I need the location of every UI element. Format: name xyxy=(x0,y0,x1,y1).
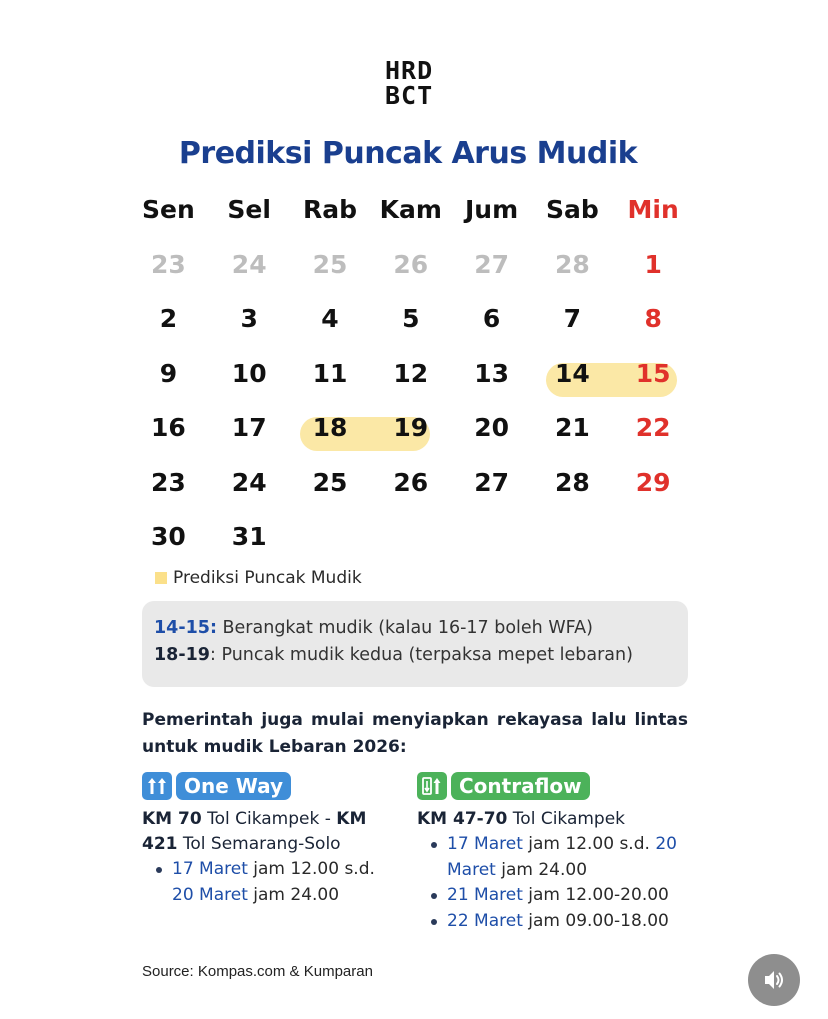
list-item xyxy=(429,832,707,883)
one-way-section xyxy=(142,772,392,908)
calendar-day: 28 xyxy=(554,467,590,497)
schedule-time: jam 12.00 s.d. xyxy=(522,834,656,854)
schedule-date: 22 Maret xyxy=(447,910,523,931)
calendar-day-sunday: 1 xyxy=(644,249,662,279)
legend xyxy=(155,568,362,588)
contraflow-road: Tol Cikampek xyxy=(507,809,626,829)
day-header-sen: Sen xyxy=(142,195,195,224)
note-line-2 xyxy=(154,642,676,669)
calendar-day: 5 xyxy=(402,304,420,333)
list-item xyxy=(429,883,707,909)
note-range-1: 14-15: xyxy=(154,618,217,638)
calendar-week-6 xyxy=(128,517,694,572)
one-way-badge xyxy=(142,772,392,800)
contraflow-icon xyxy=(417,772,447,800)
note-line-1 xyxy=(154,615,676,642)
schedule-time-end: jam 24.00 xyxy=(247,884,340,905)
calendar-week-2 xyxy=(128,299,694,354)
calendar-day: 11 xyxy=(312,358,348,388)
calendar-day: 6 xyxy=(482,304,501,333)
calendar-day: 9 xyxy=(159,358,178,388)
calendar-day-sunday: 29 xyxy=(635,467,671,497)
calendar-day: 10 xyxy=(231,358,267,388)
schedule-date-end: 20 Maret xyxy=(447,834,677,880)
source-credit: Source: Kompas.com & Kumparan xyxy=(142,963,373,980)
speaker-icon xyxy=(761,967,787,993)
contraflow-location xyxy=(417,807,707,832)
legend-swatch xyxy=(155,572,167,584)
one-way-schedule xyxy=(154,857,392,908)
calendar-day: 24 xyxy=(231,249,267,279)
calendar-week-5 xyxy=(128,463,694,518)
note-range-2: 18-19 xyxy=(154,645,210,665)
page-title: Prediksi Puncak Arus Mudik xyxy=(178,136,638,171)
contraflow-badge xyxy=(417,772,707,800)
schedule-date: 17 Maret xyxy=(447,834,523,854)
announcement: Pemerintah juga mulai menyiapkan rekayasa lalu lintas untuk mudik Lebaran 2026: xyxy=(142,710,688,757)
calendar xyxy=(128,190,694,572)
day-header-sab: Sab xyxy=(545,195,599,224)
note-box xyxy=(142,601,688,687)
calendar-day-sunday: 8 xyxy=(644,304,662,333)
legend-label: Prediksi Puncak Mudik xyxy=(173,568,362,588)
calendar-day: 21 xyxy=(554,413,590,442)
calendar-week-1 xyxy=(128,245,694,300)
calendar-day: 2 xyxy=(159,304,178,333)
calendar-day-peak-sunday: 15 xyxy=(635,358,671,388)
calendar-day: 30 xyxy=(151,522,186,551)
calendar-day: 17 xyxy=(231,413,267,442)
calendar-day-peak: 19 xyxy=(393,413,429,442)
calendar-day-peak: 18 xyxy=(312,413,348,442)
calendar-day: 26 xyxy=(393,249,429,279)
calendar-day: 23 xyxy=(151,467,186,497)
contraflow-section xyxy=(417,772,707,934)
list-item xyxy=(154,857,392,908)
schedule-date: 17 Maret xyxy=(172,859,248,879)
day-header-jum: Jum xyxy=(465,195,519,224)
calendar-day: 27 xyxy=(474,249,509,279)
calendar-day: 4 xyxy=(321,304,339,333)
schedule-date: 21 Maret xyxy=(447,885,523,905)
schedule-time-end: jam 24.00 xyxy=(495,859,588,880)
calendar-day: 13 xyxy=(474,358,509,388)
one-way-km-start: KM 70 xyxy=(142,809,202,829)
day-header-min: Min xyxy=(627,195,679,224)
calendar-day: 26 xyxy=(393,467,429,497)
calendar-header-row xyxy=(128,190,694,245)
contraflow-label: Contraflow xyxy=(451,772,590,800)
calendar-day: 20 xyxy=(474,413,509,442)
calendar-day: 31 xyxy=(231,522,267,551)
logo-line-1: HRD xyxy=(385,56,434,85)
calendar-day: 12 xyxy=(393,358,429,388)
calendar-day: 28 xyxy=(554,249,590,279)
contraflow-schedule xyxy=(429,832,707,934)
calendar-day: 7 xyxy=(563,304,582,333)
contraflow-km: KM 47-70 xyxy=(417,809,508,829)
schedule-time: jam 12.00-20.00 xyxy=(522,885,669,905)
day-header-kam: Kam xyxy=(379,195,442,224)
one-way-road-2: Tol Semarang-Solo xyxy=(177,834,341,854)
calendar-day: 25 xyxy=(312,249,348,279)
one-way-road-1: Tol Cikampek - xyxy=(201,809,337,829)
calendar-day-sunday: 22 xyxy=(635,413,671,442)
logo-line-2: BCT xyxy=(385,81,434,110)
calendar-day: 3 xyxy=(240,304,258,333)
sound-toggle-button[interactable] xyxy=(748,954,800,1006)
calendar-day: 24 xyxy=(231,467,267,497)
schedule-time: jam 09.00-18.00 xyxy=(522,910,669,931)
one-way-label: One Way xyxy=(176,772,291,800)
calendar-week-3 xyxy=(128,354,694,409)
day-header-rab: Rab xyxy=(302,195,357,224)
day-header-sel: Sel xyxy=(227,195,271,224)
calendar-week-4 xyxy=(128,408,694,463)
one-way-location xyxy=(142,807,392,857)
note-text-1: Berangkat mudik (kalau 16-17 boleh WFA) xyxy=(216,618,593,638)
calendar-day: 23 xyxy=(151,249,186,279)
calendar-day: 27 xyxy=(474,467,509,497)
schedule-time: jam 12.00 s.d. xyxy=(247,859,375,879)
up-arrows-icon xyxy=(142,772,172,800)
logo xyxy=(385,58,445,108)
calendar-day-peak: 14 xyxy=(554,358,590,388)
list-item xyxy=(429,909,707,935)
calendar-day: 25 xyxy=(312,467,348,497)
calendar-day: 16 xyxy=(151,413,186,442)
note-text-2: : Puncak mudik kedua (terpaksa mepet lebaran) xyxy=(209,645,633,665)
schedule-date-end: 20 Maret xyxy=(172,884,248,905)
one-way-km-end: KM 421 xyxy=(142,809,367,854)
